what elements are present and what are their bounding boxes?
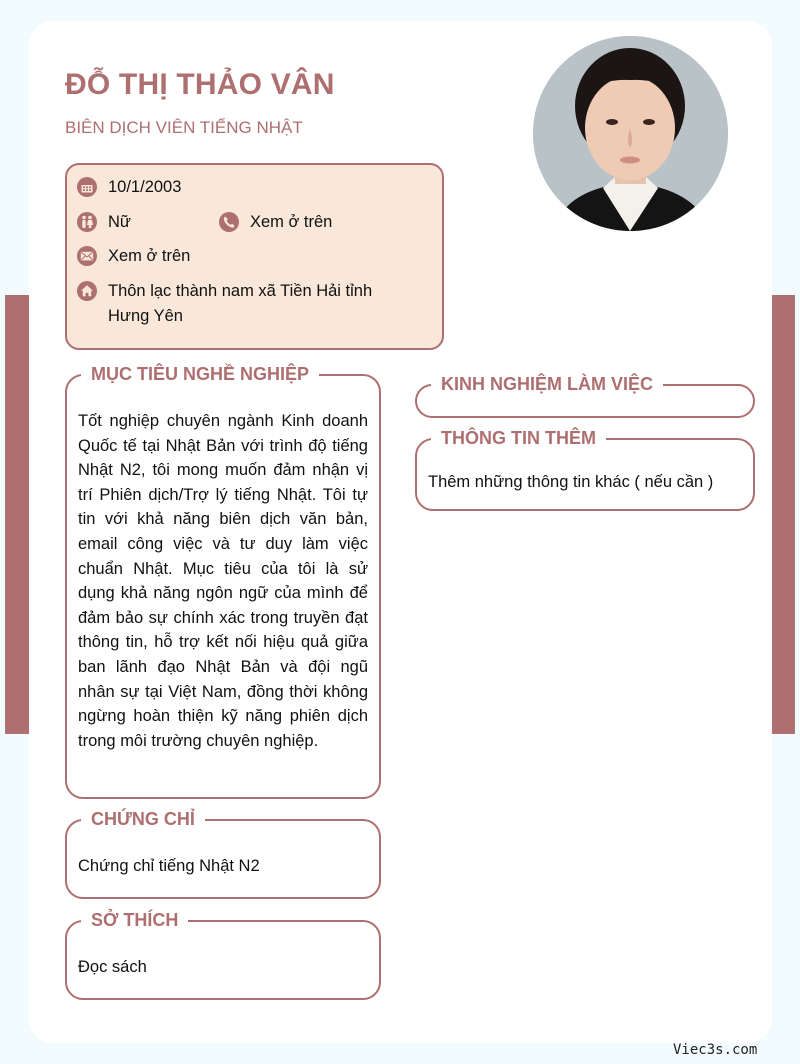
address-line-1: Thôn lạc thành nam xã Tiền Hải tỉnh — [108, 282, 373, 300]
section-title-certificates: CHỨNG CHỈ — [81, 808, 205, 830]
objective-text: Tốt nghiệp chuyên ngành Kinh doanh Quốc tế tại Nhật Bản với trình độ tiếng Nhật N2, tôi mong muốn đảm nhận vị trí Phiên dịch/Trợ lý tiếng Nhật. Tôi tự tin với khả năng biên dịch văn bản, email công việc và tư duy làm việc chuẩn Nhật. Mục tiêu của tôi là sử dụng khả năng ngôn ngữ của mình để đảm bảo sự chính xác trong truyền đạt thông tin, hỗ trợ kết nối hiệu quả giữa ban lãnh đạo Nhật Bản và đội ngũ nhân sự tại Việt Nam, đồng thời không ngừng hoàn thiện kỹ năng phiên dịch trong môi trường chuyên nghiệp. — [78, 412, 368, 750]
address-value — [108, 279, 372, 329]
section-title-experience: KINH NGHIỆM LÀM VIỆC — [431, 373, 663, 395]
section-certificates — [65, 809, 381, 899]
birthday-value: 10/1/2003 — [108, 178, 182, 196]
phone-row — [219, 210, 332, 235]
calendar-icon — [77, 177, 97, 197]
home-icon — [77, 281, 97, 301]
section-title-additional-info: THÔNG TIN THÊM — [431, 427, 606, 449]
phone-value: Xem ở trên — [250, 213, 333, 231]
profile-photo — [533, 36, 728, 231]
left-accent-band — [5, 295, 30, 734]
certificates-text: Chứng chỉ tiếng Nhật N2 — [78, 857, 260, 875]
gender-icon — [77, 212, 97, 232]
watermark: Viec3s.com — [673, 1042, 758, 1058]
phone-icon — [219, 212, 239, 232]
contact-info-box — [65, 163, 444, 350]
section-additional-info — [415, 428, 755, 511]
envelope-icon — [77, 246, 97, 266]
hobbies-text: Đọc sách — [78, 958, 147, 976]
additional-info-text: Thêm những thông tin khác ( nếu cần ) — [428, 473, 714, 491]
section-hobbies — [65, 910, 381, 1000]
email-value: Xem ở trên — [108, 247, 191, 265]
portrait-image — [533, 36, 728, 231]
section-title-hobbies: SỞ THÍCH — [81, 909, 188, 931]
section-experience — [415, 374, 755, 418]
birthday-row — [77, 175, 181, 200]
candidate-name: ĐỖ THỊ THẢO VÂN — [65, 68, 335, 101]
email-row — [77, 244, 190, 269]
gender-value: Nữ — [108, 213, 131, 231]
section-objective — [65, 364, 381, 799]
right-accent-band — [771, 295, 795, 734]
gender-row — [77, 210, 131, 235]
job-title: BIÊN DỊCH VIÊN TIẾNG NHẬT — [65, 118, 303, 137]
address-line-2: Hưng Yên — [108, 307, 183, 325]
address-row — [77, 279, 372, 329]
section-title-objective: MỤC TIÊU NGHỀ NGHIỆP — [81, 363, 319, 385]
